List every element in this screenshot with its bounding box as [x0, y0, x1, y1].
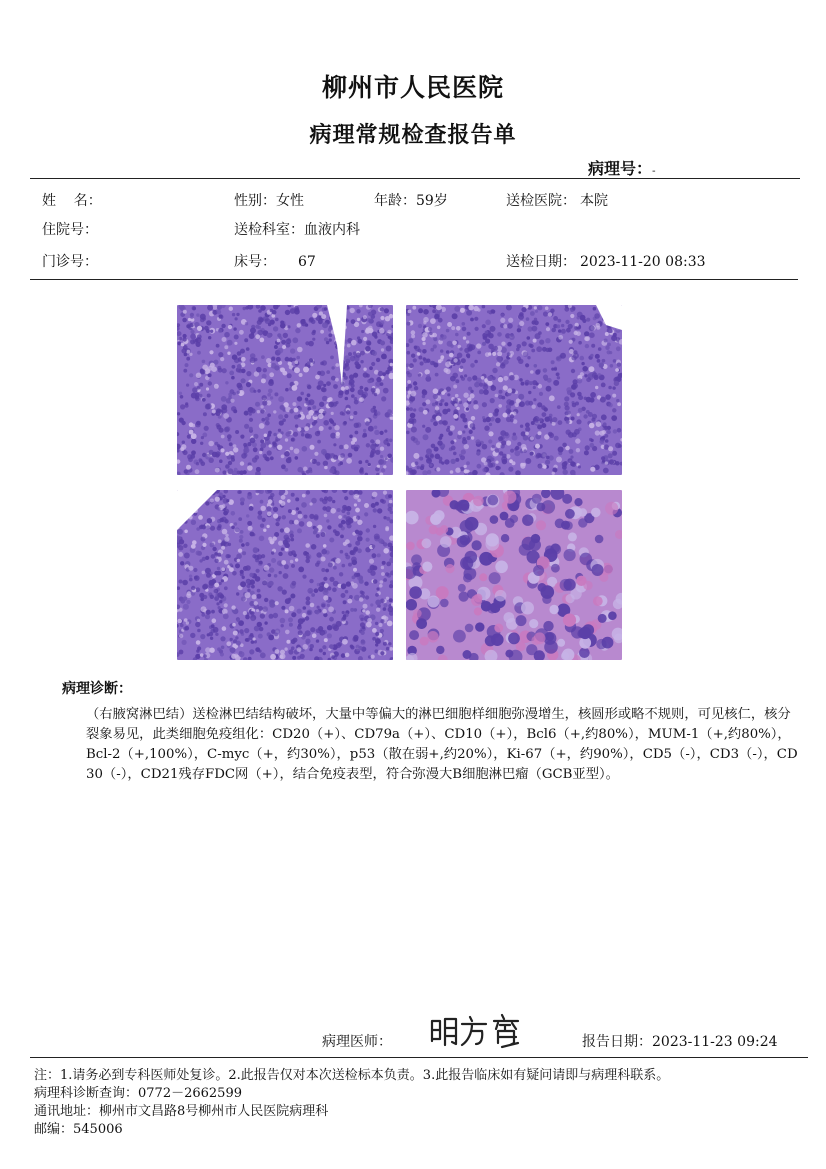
bed-number — [234, 251, 316, 271]
footer-rule — [30, 1057, 808, 1058]
submission-date-label: 送检日期： — [506, 254, 576, 270]
report-date — [582, 1031, 778, 1051]
micrograph-bottom-right — [406, 490, 622, 660]
submitting-department — [234, 219, 360, 239]
pathology-number — [588, 156, 656, 179]
footer-address: 通讯地址：柳州市文昌路8号柳州市人民医院病理科 — [34, 1104, 329, 1119]
submitting-hospital-value: 本院 — [580, 193, 608, 209]
micrograph-bottom-right-image — [406, 490, 622, 660]
department-label: 送检科室： — [234, 222, 304, 238]
outpatient-number-label: 门诊号： — [42, 254, 98, 270]
submitting-hospital-label: 送检医院： — [506, 193, 576, 209]
footer-postcode: 邮编：545006 — [34, 1122, 123, 1137]
age-value: 59岁 — [416, 193, 448, 209]
bed-number-value: 67 — [298, 254, 316, 270]
submission-date-value: 2023-11-20 08:33 — [580, 254, 706, 270]
header-rule — [30, 178, 800, 179]
signature-image — [428, 1011, 528, 1051]
outpatient-number — [42, 251, 102, 271]
gender-value: 女性 — [276, 193, 304, 209]
submitting-hospital — [506, 190, 608, 210]
diagnosis-text: （右腋窝淋巴结）送检淋巴结结构破坏，大量中等偏大的淋巴细胞样细胞弥漫增生，核圆形或略不规则，可见核仁，核分裂象易见，此类细胞免疫组化：CD20（+）、CD79a（+）、CD10（+），Bcl6（+,约80%），MUM-1（+,约80%），Bcl-2（+,100%），C-myc（+，约30%），p53（散在弱+,约20%），Ki-67（+，约90%），CD5（-），CD3（-），CD30（-），CD21残存FDC网（+），结合免疫表型，符合弥漫大B细胞淋巴瘤（GCB亚型）。 — [86, 707, 798, 782]
patient-name-label: 姓 名： — [42, 193, 102, 209]
pathologist-signature — [428, 1011, 528, 1055]
info-rule — [30, 279, 798, 280]
micrograph-top-left — [177, 305, 393, 475]
micrograph-top-right — [406, 305, 622, 475]
patient-name — [42, 190, 106, 210]
diagnosis-heading: 病理诊断： — [62, 681, 132, 697]
micrograph-bottom-left — [177, 490, 393, 660]
report-date-value: 2023-11-23 09:24 — [652, 1034, 778, 1050]
pathology-number-label: 病理号： — [588, 159, 653, 178]
submission-date — [506, 251, 706, 271]
gender-label: 性别： — [234, 193, 276, 209]
age-label: 年龄： — [374, 193, 416, 209]
footer-phone: 病理科诊断查询：0772－2662599 — [34, 1086, 242, 1101]
report-title: 病理常规检查报告单 — [309, 123, 517, 148]
report-date-label: 报告日期： — [582, 1034, 652, 1050]
bed-number-label: 床号： — [234, 254, 276, 270]
inpatient-number-label: 住院号： — [42, 222, 98, 238]
department-value: 血液内科 — [304, 222, 360, 238]
footer-note: 注：1.请务必到专科医师处复诊。2.此报告仅对本次送检标本负责。3.此报告临床如有疑问请即与病理科联系。 — [34, 1068, 670, 1083]
patient-age — [374, 190, 448, 210]
inpatient-number — [42, 219, 102, 239]
pathologist-label: 病理医师： — [322, 1034, 392, 1050]
patient-gender — [234, 190, 304, 210]
pathology-number-value: - — [652, 166, 656, 177]
micrograph-top-left-image — [177, 305, 393, 475]
micrograph-top-right-image — [406, 305, 622, 475]
micrograph-bottom-left-image — [177, 490, 393, 660]
hospital-name: 柳州市人民医院 — [321, 73, 504, 102]
